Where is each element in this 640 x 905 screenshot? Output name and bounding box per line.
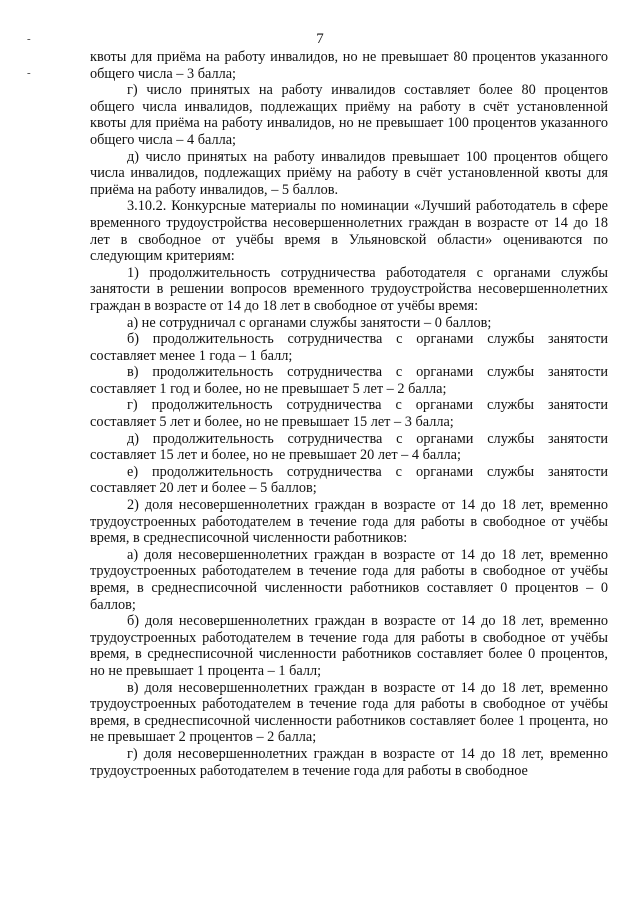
paragraph: а) не сотрудничал с органами службы занятости – 0 баллов; (127, 314, 492, 331)
paragraph: 2) доля несовершеннолетних граждан в возрасте от 14 до 18 лет, временно трудоустроенных работодателем в течение года для работы в свободное от учёбы время, в среднесписочной численности работников: (90, 497, 608, 547)
page-number: 7 (316, 31, 324, 47)
paragraph: 1) продолжительность сотрудничества работодателя с органами службы занятости в решении вопросов временного трудоустройства несовершеннолетних граждан в возрасте от 14 до 18 лет в свободное от учёбы время: (90, 264, 608, 314)
paragraph: д) число принятых на работу инвалидов превышает 100 процентов общего числа инвалидов, подлежащих приёму на работу в счёт установленной квоты для приёма на работу инвалидов, – 5 баллов. (90, 148, 608, 198)
paragraph: г) продолжительность сотрудничества с органами службы занятости составляет 5 лет и более, но не превышает 15 лет – 3 балла; (90, 397, 608, 431)
paragraph: 3.10.2. Конкурсные материалы по номинации «Лучший работодатель в сфере временного трудоустройства несовершеннолетних граждан в возрасте от 14 до 18 лет в свободное от учёбы время в Ульяновской области» оцениваются по следующим критериям: (90, 198, 608, 265)
paragraph: г) число принятых на работу инвалидов составляет более 80 процентов общего числа инвалидов, подлежащих приёму на работу в счёт установленной квоты для приёма на работу инвалидов, но не превышает 100 процентов указанного общего числа – 4 балла; (90, 82, 608, 148)
paragraph: д) продолжительность сотрудничества с органами службы занятости составляет 15 лет и более, но не превышает 20 лет – 4 балла; (90, 430, 608, 464)
paragraph: е) продолжительность сотрудничества с органами службы занятости составляет 20 лет и более – 5 баллов; (90, 463, 608, 497)
paragraph: квоты для приёма на работу инвалидов, но не превышает 80 процентов указанного общего числа – 3 балла; (90, 49, 608, 82)
paragraph: г) доля несовершеннолетних граждан в возрасте от 14 до 18 лет, временно трудоустроенных работодателем в течение года для работы в свободное (90, 745, 608, 779)
paragraph: б) доля несовершеннолетних граждан в возрасте от 14 до 18 лет, временно трудоустроенных работодателем в течение года для работы в свободное от учёбы время, в среднесписочной численности работников составляет более 0 процентов, но не превышает 1 процента – 1 балл; (90, 613, 608, 679)
margin-mark: - (27, 67, 31, 79)
margin-mark: - (27, 33, 31, 45)
paragraph: в) доля несовершеннолетних граждан в возрасте от 14 до 18 лет, временно трудоустроенных работодателем в течение года для работы в свободное от учёбы время, в среднесписочной численности работников составляет более 1 процента, но не превышает 2 процентов – 2 балла; (90, 679, 608, 746)
paragraph: в) продолжительность сотрудничества с органами службы занятости составляет 1 год и более, но не превышает 5 лет – 2 балла; (90, 364, 608, 397)
paragraph: а) доля несовершеннолетних граждан в возрасте от 14 до 18 лет, временно трудоустроенных работодателем в течение года для работы в свободное от учёбы время, в среднесписочной численности работников составляет 0 процентов – 0 баллов; (90, 546, 608, 613)
document-body (90, 49, 608, 779)
paragraph: б) продолжительность сотрудничества с органами службы занятости составляет менее 1 года – 1 балл; (90, 331, 608, 364)
